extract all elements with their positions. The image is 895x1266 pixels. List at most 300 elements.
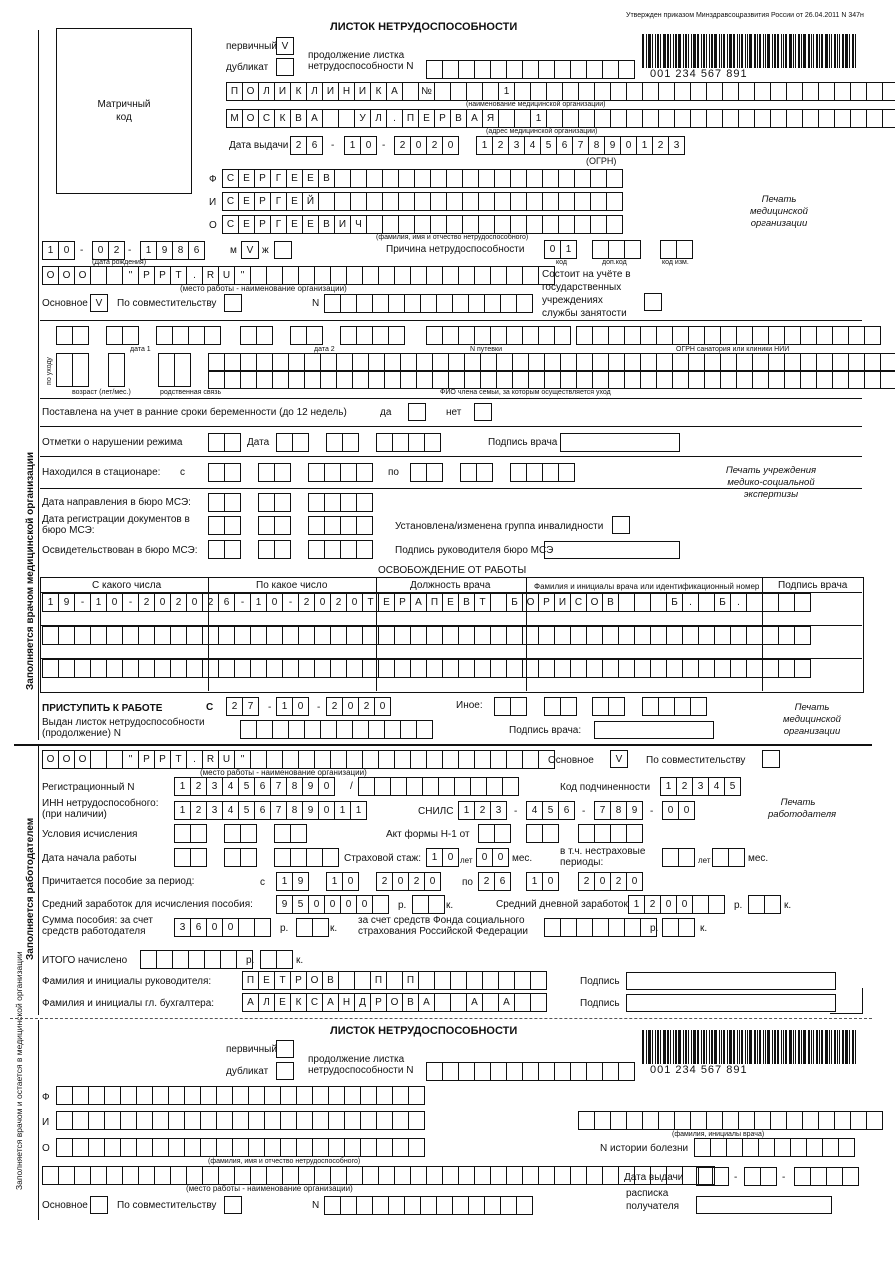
char-cell[interactable] xyxy=(624,240,641,259)
char-cell[interactable] xyxy=(516,294,533,313)
char-cell[interactable]: 2 xyxy=(578,872,595,891)
char-cell[interactable] xyxy=(486,777,503,796)
char-cell[interactable] xyxy=(168,1111,185,1130)
char-cell[interactable] xyxy=(834,82,851,101)
char-cell[interactable] xyxy=(202,659,219,678)
char-cell[interactable] xyxy=(218,1166,235,1185)
char-cell[interactable] xyxy=(462,169,479,188)
char-cell[interactable] xyxy=(136,1138,153,1157)
char-cell[interactable] xyxy=(490,1166,507,1185)
char-cell[interactable]: С xyxy=(222,215,239,234)
char-cell[interactable] xyxy=(722,82,739,101)
char-cell[interactable] xyxy=(482,82,499,101)
char-cell[interactable]: 0 xyxy=(222,918,239,937)
char-cell[interactable] xyxy=(650,593,667,612)
care-sanatorium-ogrn[interactable] xyxy=(576,326,881,345)
char-cell[interactable] xyxy=(172,950,189,969)
char-cell[interactable]: Г xyxy=(270,215,287,234)
char-cell[interactable]: Т xyxy=(474,593,491,612)
char-cell[interactable] xyxy=(482,971,499,990)
char-cell[interactable]: 1 xyxy=(498,82,515,101)
char-cell[interactable]: Р xyxy=(254,169,271,188)
char-cell[interactable]: В xyxy=(602,593,619,612)
daily-earnings-field[interactable] xyxy=(628,895,725,914)
char-cell[interactable]: 2 xyxy=(190,801,207,820)
char-cell[interactable] xyxy=(690,1111,707,1130)
char-cell[interactable] xyxy=(674,109,691,128)
char-cell[interactable] xyxy=(406,777,423,796)
char-cell[interactable] xyxy=(346,659,363,678)
stub-primary-checkbox[interactable] xyxy=(276,1040,294,1058)
char-cell[interactable] xyxy=(738,82,755,101)
char-cell[interactable] xyxy=(432,370,449,389)
char-cell[interactable] xyxy=(298,1166,315,1185)
char-cell[interactable] xyxy=(318,192,335,211)
char-cell[interactable] xyxy=(292,433,309,452)
char-cell[interactable] xyxy=(560,918,577,937)
char-cell[interactable] xyxy=(570,1166,587,1185)
char-cell[interactable]: Р xyxy=(138,750,155,769)
char-cell[interactable] xyxy=(576,370,593,389)
char-cell[interactable] xyxy=(106,326,123,345)
char-cell[interactable] xyxy=(200,1086,217,1105)
char-cell[interactable]: 6 xyxy=(494,872,511,891)
char-cell[interactable] xyxy=(398,169,415,188)
inn-field[interactable] xyxy=(174,801,367,820)
char-cell[interactable]: 1 xyxy=(526,872,543,891)
char-cell[interactable]: Т xyxy=(170,266,187,285)
snils-part-2[interactable] xyxy=(526,801,575,820)
char-cell[interactable] xyxy=(426,60,443,79)
issue-day[interactable] xyxy=(290,136,323,155)
char-cell[interactable]: U xyxy=(218,750,235,769)
char-cell[interactable] xyxy=(360,1138,377,1157)
char-cell[interactable]: 2 xyxy=(376,872,393,891)
char-cell[interactable]: 0 xyxy=(154,593,171,612)
char-cell[interactable] xyxy=(264,1086,281,1105)
char-cell[interactable] xyxy=(170,1166,187,1185)
char-cell[interactable] xyxy=(642,82,659,101)
char-cell[interactable]: О xyxy=(306,971,323,990)
surname-field[interactable] xyxy=(222,169,623,188)
char-cell[interactable] xyxy=(794,659,811,678)
char-cell[interactable] xyxy=(714,626,731,645)
char-cell[interactable]: Л xyxy=(258,82,275,101)
char-cell[interactable]: 0 xyxy=(206,918,223,937)
char-cell[interactable] xyxy=(448,370,465,389)
char-cell[interactable]: 5 xyxy=(542,801,559,820)
char-cell[interactable] xyxy=(794,593,811,612)
char-cell[interactable] xyxy=(414,192,431,211)
char-cell[interactable]: - xyxy=(74,593,91,612)
char-cell[interactable] xyxy=(494,215,511,234)
char-cell[interactable]: 2 xyxy=(644,895,661,914)
char-cell[interactable]: . xyxy=(682,593,699,612)
return-other-month[interactable] xyxy=(592,697,625,716)
stub-history-field[interactable] xyxy=(694,1138,855,1157)
stub-patronymic[interactable] xyxy=(56,1138,425,1157)
char-cell[interactable] xyxy=(362,626,379,645)
char-cell[interactable] xyxy=(344,1086,361,1105)
char-cell[interactable] xyxy=(542,463,559,482)
char-cell[interactable] xyxy=(346,750,363,769)
char-cell[interactable]: Р xyxy=(394,593,411,612)
char-cell[interactable]: В xyxy=(322,971,339,990)
char-cell[interactable] xyxy=(404,294,421,313)
stub-duplicate-checkbox[interactable] xyxy=(276,1062,294,1080)
char-cell[interactable] xyxy=(336,720,353,739)
conditions-code-2[interactable] xyxy=(224,824,257,843)
char-cell[interactable] xyxy=(136,1086,153,1105)
char-cell[interactable] xyxy=(386,971,403,990)
char-cell[interactable] xyxy=(104,1111,121,1130)
char-cell[interactable] xyxy=(362,659,379,678)
char-cell[interactable]: Г xyxy=(270,192,287,211)
char-cell[interactable] xyxy=(330,750,347,769)
char-cell[interactable] xyxy=(388,326,405,345)
char-cell[interactable]: Т xyxy=(170,750,187,769)
char-cell[interactable]: 1 xyxy=(530,109,547,128)
char-cell[interactable] xyxy=(510,192,527,211)
char-cell[interactable] xyxy=(402,82,419,101)
char-cell[interactable] xyxy=(442,326,459,345)
stub-name[interactable] xyxy=(56,1111,425,1130)
char-cell[interactable] xyxy=(522,750,539,769)
char-cell[interactable]: 4 xyxy=(708,777,725,796)
char-cell[interactable] xyxy=(674,1111,691,1130)
char-cell[interactable]: 1 xyxy=(140,241,157,260)
char-cell[interactable] xyxy=(834,1111,851,1130)
char-cell[interactable] xyxy=(498,971,515,990)
char-cell[interactable] xyxy=(544,370,561,389)
char-cell[interactable] xyxy=(120,1086,137,1105)
char-cell[interactable] xyxy=(216,1111,233,1130)
char-cell[interactable] xyxy=(778,626,795,645)
char-cell[interactable]: 6 xyxy=(254,801,271,820)
char-cell[interactable] xyxy=(506,626,523,645)
char-cell[interactable] xyxy=(560,697,577,716)
violation-year[interactable] xyxy=(376,433,441,452)
char-cell[interactable] xyxy=(296,1138,313,1157)
char-cell[interactable] xyxy=(72,1138,89,1157)
char-cell[interactable] xyxy=(208,463,225,482)
char-cell[interactable] xyxy=(554,60,571,79)
char-cell[interactable] xyxy=(374,777,391,796)
char-cell[interactable] xyxy=(712,848,729,867)
char-cell[interactable] xyxy=(602,1062,619,1081)
noninsurance-months[interactable] xyxy=(712,848,745,867)
work-main-checkbox[interactable]: V xyxy=(90,294,108,312)
char-cell[interactable] xyxy=(452,1196,469,1215)
char-cell[interactable] xyxy=(240,326,257,345)
char-cell[interactable]: 9 xyxy=(604,136,621,155)
return-sign-field[interactable] xyxy=(594,721,714,739)
char-cell[interactable] xyxy=(282,626,299,645)
sum-employer-kop[interactable] xyxy=(296,918,329,937)
char-cell[interactable] xyxy=(490,266,507,285)
char-cell[interactable] xyxy=(742,1138,759,1157)
char-cell[interactable] xyxy=(72,1111,89,1130)
char-cell[interactable] xyxy=(384,370,401,389)
insurance-months[interactable] xyxy=(476,848,509,867)
char-cell[interactable] xyxy=(188,950,205,969)
char-cell[interactable] xyxy=(90,659,107,678)
char-cell[interactable] xyxy=(698,659,715,678)
char-cell[interactable]: 8 xyxy=(286,801,303,820)
char-cell[interactable] xyxy=(706,1111,723,1130)
stub-issue-day[interactable] xyxy=(696,1167,729,1186)
char-cell[interactable] xyxy=(412,895,429,914)
char-cell[interactable] xyxy=(186,659,203,678)
char-cell[interactable]: В xyxy=(458,593,475,612)
char-cell[interactable] xyxy=(592,697,609,716)
return-other-code[interactable] xyxy=(494,697,527,716)
char-cell[interactable] xyxy=(802,82,819,101)
char-cell[interactable]: 6 xyxy=(188,241,205,260)
char-cell[interactable] xyxy=(340,463,357,482)
char-cell[interactable] xyxy=(382,169,399,188)
char-cell[interactable] xyxy=(378,1166,395,1185)
char-cell[interactable] xyxy=(352,370,369,389)
char-cell[interactable] xyxy=(484,1196,501,1215)
char-cell[interactable]: О xyxy=(386,993,403,1012)
char-cell[interactable]: 1 xyxy=(426,848,443,867)
char-cell[interactable] xyxy=(428,895,445,914)
char-cell[interactable] xyxy=(658,82,675,101)
patronymic-field[interactable] xyxy=(222,215,623,234)
act-day[interactable] xyxy=(478,824,511,843)
char-cell[interactable] xyxy=(704,370,721,389)
char-cell[interactable] xyxy=(152,1086,169,1105)
char-cell[interactable] xyxy=(514,109,531,128)
char-cell[interactable] xyxy=(274,463,291,482)
char-cell[interactable]: 6 xyxy=(190,918,207,937)
char-cell[interactable] xyxy=(728,848,745,867)
char-cell[interactable] xyxy=(328,1086,345,1105)
care-relation-box[interactable] xyxy=(174,353,191,387)
char-cell[interactable]: 0 xyxy=(346,593,363,612)
char-cell[interactable] xyxy=(608,326,625,345)
char-cell[interactable] xyxy=(770,82,787,101)
char-cell[interactable] xyxy=(578,824,595,843)
char-cell[interactable] xyxy=(152,1111,169,1130)
char-cell[interactable]: 2 xyxy=(676,777,693,796)
char-cell[interactable]: R xyxy=(202,266,219,285)
char-cell[interactable] xyxy=(312,918,329,937)
char-cell[interactable] xyxy=(522,326,539,345)
char-cell[interactable]: 0 xyxy=(544,240,561,259)
char-cell[interactable]: 3 xyxy=(174,918,191,937)
char-cell[interactable] xyxy=(674,697,691,716)
char-cell[interactable] xyxy=(774,1138,791,1157)
char-cell[interactable] xyxy=(554,626,571,645)
char-cell[interactable] xyxy=(410,750,427,769)
char-cell[interactable] xyxy=(382,215,399,234)
char-cell[interactable]: 0 xyxy=(392,872,409,891)
char-cell[interactable] xyxy=(314,1166,331,1185)
char-cell[interactable]: 6 xyxy=(556,136,573,155)
period-to-month[interactable] xyxy=(526,872,559,891)
char-cell[interactable]: 1 xyxy=(628,895,645,914)
char-cell[interactable] xyxy=(250,659,267,678)
char-cell[interactable] xyxy=(328,1138,345,1157)
char-cell[interactable] xyxy=(506,326,523,345)
char-cell[interactable]: 4 xyxy=(222,801,239,820)
char-cell[interactable] xyxy=(682,626,699,645)
snils-part-4[interactable] xyxy=(662,801,695,820)
char-cell[interactable] xyxy=(414,215,431,234)
char-cell[interactable]: Д xyxy=(354,993,371,1012)
char-cell[interactable]: . xyxy=(730,593,747,612)
reg-number-field[interactable] xyxy=(174,777,335,796)
char-cell[interactable] xyxy=(574,169,591,188)
char-cell[interactable]: 3 xyxy=(490,801,507,820)
char-cell[interactable] xyxy=(208,493,225,512)
char-cell[interactable] xyxy=(266,626,283,645)
char-cell[interactable] xyxy=(818,109,835,128)
char-cell[interactable] xyxy=(544,918,561,937)
char-cell[interactable] xyxy=(234,626,251,645)
char-cell[interactable]: - xyxy=(122,593,139,612)
char-cell[interactable] xyxy=(290,326,307,345)
char-cell[interactable] xyxy=(578,109,595,128)
char-cell[interactable]: И xyxy=(334,215,351,234)
char-cell[interactable]: " xyxy=(122,750,139,769)
char-cell[interactable] xyxy=(586,1062,603,1081)
char-cell[interactable] xyxy=(240,848,257,867)
char-cell[interactable]: 9 xyxy=(156,241,173,260)
stub-n-field[interactable] xyxy=(324,1196,533,1215)
char-cell[interactable] xyxy=(554,659,571,678)
char-cell[interactable] xyxy=(466,971,483,990)
char-cell[interactable] xyxy=(558,215,575,234)
char-cell[interactable] xyxy=(842,1167,859,1186)
char-cell[interactable] xyxy=(410,463,427,482)
char-cell[interactable] xyxy=(752,326,769,345)
char-cell[interactable] xyxy=(660,240,677,259)
char-cell[interactable]: 4 xyxy=(524,136,541,155)
char-cell[interactable] xyxy=(726,1138,743,1157)
char-cell[interactable] xyxy=(770,109,787,128)
release-row-3[interactable] xyxy=(42,659,811,678)
org-address-field[interactable] xyxy=(226,109,895,128)
char-cell[interactable] xyxy=(264,1111,281,1130)
char-cell[interactable] xyxy=(602,659,619,678)
char-cell[interactable]: 7 xyxy=(270,801,287,820)
char-cell[interactable]: Р xyxy=(370,993,387,1012)
char-cell[interactable] xyxy=(848,370,865,389)
char-cell[interactable]: О xyxy=(58,266,75,285)
char-cell[interactable] xyxy=(240,824,257,843)
char-cell[interactable] xyxy=(434,993,451,1012)
char-cell[interactable] xyxy=(682,659,699,678)
char-cell[interactable] xyxy=(224,370,241,389)
char-cell[interactable] xyxy=(658,1111,675,1130)
char-cell[interactable] xyxy=(698,626,715,645)
mse-referral-day[interactable] xyxy=(208,493,241,512)
char-cell[interactable] xyxy=(296,918,313,937)
mse-examined-year[interactable] xyxy=(308,540,373,559)
stub-issue-year[interactable] xyxy=(794,1167,859,1186)
char-cell[interactable] xyxy=(522,1062,539,1081)
char-cell[interactable] xyxy=(786,82,803,101)
char-cell[interactable] xyxy=(676,240,693,259)
char-cell[interactable] xyxy=(800,326,817,345)
char-cell[interactable]: И xyxy=(554,593,571,612)
char-cell[interactable] xyxy=(458,1062,475,1081)
char-cell[interactable] xyxy=(254,918,271,937)
char-cell[interactable]: 1 xyxy=(174,801,191,820)
char-cell[interactable]: 0 xyxy=(324,895,341,914)
char-cell[interactable] xyxy=(104,1086,121,1105)
char-cell[interactable] xyxy=(806,1138,823,1157)
char-cell[interactable] xyxy=(344,1111,361,1130)
char-cell[interactable] xyxy=(538,1062,555,1081)
char-cell[interactable] xyxy=(216,1138,233,1157)
char-cell[interactable] xyxy=(74,1166,91,1185)
char-cell[interactable] xyxy=(746,659,763,678)
char-cell[interactable] xyxy=(618,626,635,645)
char-cell[interactable] xyxy=(478,824,495,843)
char-cell[interactable] xyxy=(56,1086,73,1105)
char-cell[interactable]: И xyxy=(354,82,371,101)
char-cell[interactable] xyxy=(312,1111,329,1130)
char-cell[interactable] xyxy=(530,993,547,1012)
char-cell[interactable] xyxy=(408,1138,425,1157)
char-cell[interactable] xyxy=(526,215,543,234)
char-cell[interactable] xyxy=(606,215,623,234)
char-cell[interactable] xyxy=(438,777,455,796)
char-cell[interactable] xyxy=(480,370,497,389)
char-cell[interactable] xyxy=(608,240,625,259)
char-cell[interactable] xyxy=(530,971,547,990)
char-cell[interactable]: Е xyxy=(302,169,319,188)
char-cell[interactable] xyxy=(56,1111,73,1130)
char-cell[interactable] xyxy=(554,1166,571,1185)
char-cell[interactable] xyxy=(666,626,683,645)
char-cell[interactable] xyxy=(538,326,555,345)
char-cell[interactable] xyxy=(382,192,399,211)
char-cell[interactable]: Е xyxy=(238,215,255,234)
char-cell[interactable] xyxy=(426,750,443,769)
char-cell[interactable]: - xyxy=(234,593,251,612)
char-cell[interactable] xyxy=(288,720,305,739)
char-cell[interactable] xyxy=(634,626,651,645)
char-cell[interactable]: 1 xyxy=(276,697,293,716)
char-cell[interactable] xyxy=(58,659,75,678)
char-cell[interactable] xyxy=(282,750,299,769)
char-cell[interactable] xyxy=(490,659,507,678)
char-cell[interactable] xyxy=(378,626,395,645)
char-cell[interactable] xyxy=(672,326,689,345)
char-cell[interactable] xyxy=(494,192,511,211)
char-cell[interactable]: 2 xyxy=(394,136,411,155)
char-cell[interactable] xyxy=(420,294,437,313)
char-cell[interactable] xyxy=(394,1166,411,1185)
char-cell[interactable] xyxy=(394,626,411,645)
char-cell[interactable] xyxy=(768,370,785,389)
char-cell[interactable]: Р xyxy=(290,971,307,990)
hospital-from-day[interactable] xyxy=(208,463,241,482)
char-cell[interactable] xyxy=(410,266,427,285)
char-cell[interactable]: 0 xyxy=(626,872,643,891)
char-cell[interactable]: Р xyxy=(138,266,155,285)
name-field[interactable] xyxy=(222,192,623,211)
char-cell[interactable]: Т xyxy=(274,971,291,990)
char-cell[interactable]: Л xyxy=(306,82,323,101)
char-cell[interactable] xyxy=(376,433,393,452)
char-cell[interactable] xyxy=(232,1111,249,1130)
